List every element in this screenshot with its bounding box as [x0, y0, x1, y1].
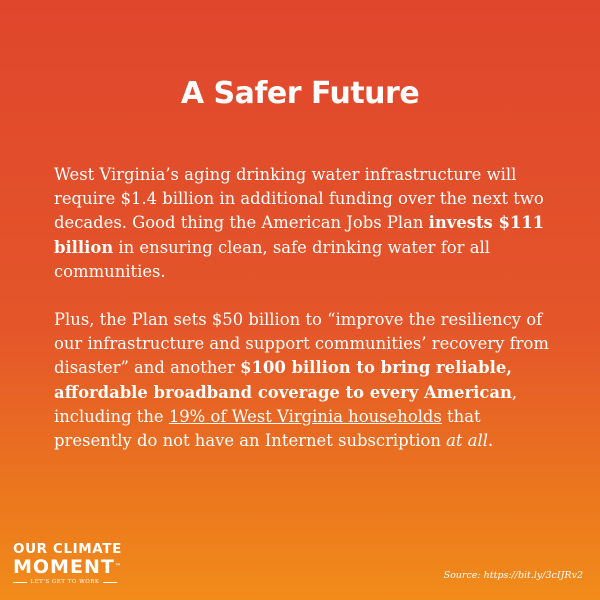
- logo-tagline: [13, 579, 117, 585]
- paragraph1-bold-investment: invests $111 billion: [54, 213, 545, 257]
- our-climate-moment-logo: [13, 542, 123, 585]
- logo-line1: OUR CLIMATE: [13, 541, 122, 557]
- paragraph2-italic-emphasis: at all: [446, 431, 488, 451]
- page-title: A Safer Future: [180, 76, 420, 111]
- logo-rule-right: [103, 582, 117, 583]
- source-citation: Source: https://bit.ly/3cIJRv2: [443, 570, 583, 581]
- paragraph1-text-a: West Virginia’s aging drinking water infrastructure will require $1.4 billion in additional funding over the next two decades. Good thing the American Jobs Plan: [54, 165, 544, 233]
- paragraph2-text-d: .: [487, 431, 494, 451]
- paragraph-resiliency-broadband: [54, 308, 554, 453]
- logo-rule-left: [13, 582, 27, 583]
- body-text: [54, 163, 554, 477]
- logo-trademark: ™: [114, 563, 121, 570]
- logo-line2: [13, 557, 123, 577]
- paragraph2-text-a: Plus, the Plan sets $50 billion to “improve the resiliency of our infrastructure and support communities’ recovery from disaster” and another: [54, 310, 549, 378]
- paragraph2-bold-broadband: $100 billion to bring reliable, affordable broadband coverage to every American: [54, 358, 512, 402]
- logo-tagline-text: LET'S GET TO WORK: [30, 579, 100, 585]
- households-link[interactable]: 19% of West Virginia households: [168, 406, 442, 426]
- paragraph1-text-b: in ensuring clean, safe drinking water for all communities.: [54, 237, 490, 281]
- paragraph2-text-c: that presently do not have an Internet subscription: [54, 406, 481, 451]
- paragraph2-text-b: , including the: [54, 382, 518, 426]
- paragraph-water-funding: [54, 163, 554, 284]
- logo-line2-text: MOMENT: [13, 556, 115, 578]
